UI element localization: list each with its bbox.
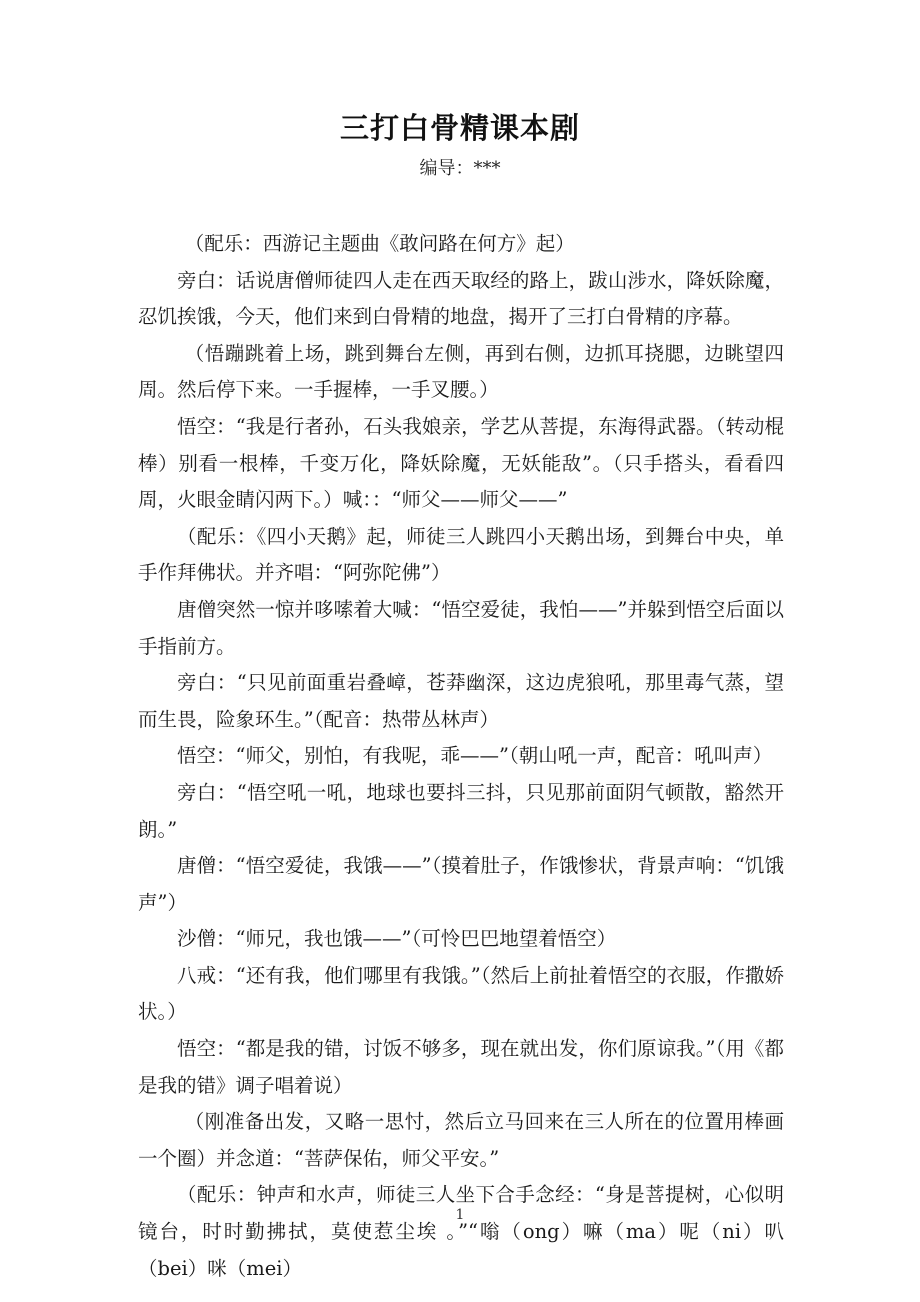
paragraph-stage-direction: （配乐：钟声和水声，师徒三人坐下合手念经：“身是菩提树，心似明镜台，时时勤拂拭，莫使惹尘埃 。”“嗡（ong）嘛（ma）呢（ni）叭（bei）咪（mei） [138,1183,784,1280]
paragraph-dialogue: 悟空：“我是行者孙，石头我娘亲，学艺从菩提，东海得武器。（转动棍棒）别看一根棒，千变万化，降妖除魔，无妖能敌”。（只手搭头，看看四周，火眼金睛闪两下。）喊：：“师父——师父——” [138,414,784,512]
paragraph-dialogue: 悟空：“师父，别怕，有我呢，乖——”（朝山吼一声，配音：吼叫声） [177,744,773,768]
paragraph-dialogue: 沙僧：“师兄，我也饿——”（可怜巴巴地望着悟空） [177,927,617,951]
script-body [138,226,784,1287]
document-title: 三打白骨精课本剧 [339,111,580,145]
paragraph-dialogue: 唐僧突然一惊并哆嗦着大喊：“悟空爱徒，我怕——”并躲到悟空后面以手指前方。 [138,597,784,658]
paragraph-dialogue: 悟空：“都是我的错，讨饭不够多，现在就出发，你们原谅我。”（用《都是我的错》调子唱着说） [138,1037,784,1097]
paragraph-stage-direction: （刚准备出发，又略一思忖，然后立马回来在三人所在的位置用棒画一个圈）并念道：“菩萨保佑，师父平安。” [138,1110,784,1170]
paragraph-dialogue: 八戒：“还有我，他们哪里有我饿。”（然后上前扯着悟空的衣服，作撒娇状。） [138,963,784,1024]
paragraph-narration: 旁白：“只见前面重岩叠嶂，苍莽幽深，这边虎狼吼，那里毒气蒸，望而生畏，险象环生。”（配音：热带丛林声） [138,671,784,731]
page-number: 1 [455,1207,465,1223]
paragraph-stage-direction: （配乐：《四小天鹅》起，师徒三人跳四小天鹅出场，到舞台中央，单手作拜佛状。并齐唱：“阿弥陀佛”） [138,524,784,585]
paragraph-narration: 旁白：话说唐僧师徒四人走在西天取经的路上，跋山涉水，降妖除魔，忍饥挨饿，今天，他们来到白骨精的地盘，揭开了三打白骨精的序幕。 [138,268,784,329]
paragraph-stage-direction: （悟蹦跳着上场，跳到舞台左侧，再到右侧，边抓耳挠腮，边眺望四周。然后停下来。一手握棒，一手叉腰。） [138,341,784,402]
paragraph-narration: 旁白：“悟空吼一吼，地球也要抖三抖，只见那前面阴气顿散，豁然开朗。” [138,780,784,841]
author-line: 编导：*** [419,158,501,179]
paragraph-stage-direction: （配乐：西游记主题曲《敢问路在何方》起） [184,232,575,255]
paragraph-dialogue: 唐僧：“悟空爱徒，我饿——”（摸着肚子，作饿惨状，背景声响：“饥饿声”） [138,854,784,914]
